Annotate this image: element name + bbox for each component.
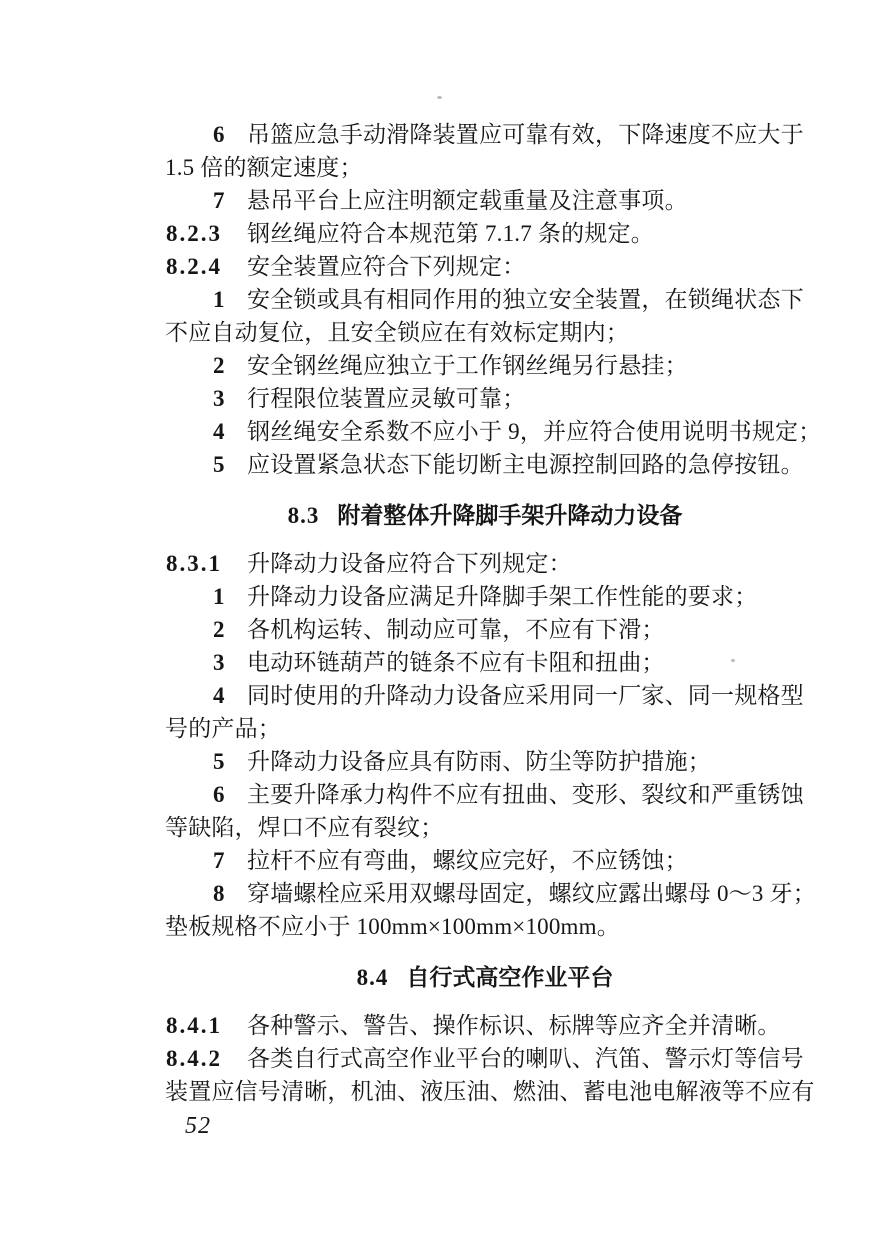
item-number: 6	[213, 782, 225, 807]
page-number: 52	[185, 1113, 211, 1139]
text-line	[165, 811, 805, 844]
text-line	[165, 679, 805, 712]
item-number: 4	[213, 683, 225, 708]
section-heading-title: 自行式高空作业平台	[406, 965, 614, 990]
item-number: 7	[213, 848, 225, 873]
line-text: 主要升降承力构件不应有扭曲、变形、裂纹和严重锈蚀	[247, 782, 804, 807]
section-heading-number: 8.4	[356, 965, 389, 990]
text-line	[165, 415, 822, 448]
text-line	[165, 1075, 815, 1108]
text-line	[165, 712, 805, 745]
text-line	[165, 184, 805, 217]
line-text: 吊篮应急手动滑降装置应可靠有效，下降速度不应大于	[247, 122, 804, 147]
line-text: 同时使用的升降动力设备应采用同一厂家、同一规格型	[247, 683, 804, 708]
line-text: 钢丝绳安全系数不应小于 9，并应符合使用说明书规定；	[247, 419, 822, 444]
text-line	[165, 118, 805, 151]
item-number: 4	[213, 419, 225, 444]
section-heading-number: 8.3	[287, 503, 320, 528]
item-number: 8	[213, 881, 225, 906]
text-line	[165, 217, 805, 250]
text-line	[165, 646, 805, 679]
text-line	[165, 778, 805, 811]
line-text: 各类自行式高空作业平台的喇叭、汽笛、警示灯等信号	[247, 1046, 804, 1071]
line-text: 电动环链葫芦的链条不应有卡阻和扭曲；	[247, 650, 665, 675]
text-line	[165, 250, 805, 283]
item-number: 5	[213, 452, 225, 477]
line-text: 不应自动复位，且安全锁应在有效标定期内；	[165, 320, 629, 345]
text-line	[165, 877, 816, 910]
line-text: 装置应信号清晰，机油、液压油、燃油、蓄电池电解液等不应有	[165, 1079, 815, 1104]
text-line	[165, 910, 805, 943]
line-text: 悬吊平台上应注明额定载重量及注意事项。	[247, 188, 688, 213]
item-number: 1	[213, 584, 225, 609]
text-line	[165, 580, 805, 613]
line-text: 垫板规格不应小于 100mm×100mm×100mm。	[165, 914, 620, 939]
item-number: 2	[213, 353, 225, 378]
scan-speck	[437, 96, 442, 99]
line-text: 升降动力设备应符合下列规定：	[247, 551, 572, 576]
line-text: 安全钢丝绳应独立于工作钢丝绳另行悬挂；	[247, 353, 688, 378]
clause-number: 8.2.4	[166, 254, 222, 279]
item-number: 6	[213, 122, 225, 147]
line-text: 等缺陷，焊口不应有裂纹；	[165, 815, 444, 840]
text-line	[165, 844, 805, 877]
text-line	[165, 1009, 805, 1042]
line-text: 应设置紧急状态下能切断主电源控制回路的急停按钮。	[247, 452, 804, 477]
text-line	[165, 1042, 805, 1075]
text-line	[165, 316, 805, 349]
line-text: 拉杆不应有弯曲，螺纹应完好，不应锈蚀；	[247, 848, 688, 873]
text-column	[165, 118, 822, 1108]
text-line	[165, 151, 805, 184]
clause-number: 8.3.1	[166, 551, 222, 576]
text-line	[165, 547, 805, 580]
text-line	[165, 745, 805, 778]
line-text: 安全锁或具有相同作用的独立安全装置，在锁绳状态下	[247, 287, 804, 312]
clause-number: 8.4.2	[166, 1046, 222, 1071]
item-number: 3	[213, 650, 225, 675]
line-text: 行程限位装置应灵敏可靠；	[247, 386, 526, 411]
line-text: 升降动力设备应具有防雨、防尘等防护措施；	[247, 749, 711, 774]
line-text: 穿墙螺栓应采用双螺母固定，螺纹应露出螺母 0～3 牙；	[247, 881, 816, 906]
text-line	[165, 448, 805, 481]
item-number: 3	[213, 386, 225, 411]
clause-number: 8.4.1	[166, 1013, 222, 1038]
section-heading	[165, 961, 805, 994]
text-line	[165, 349, 805, 382]
clause-number: 8.2.3	[166, 221, 222, 246]
item-number: 5	[213, 749, 225, 774]
section-heading-title: 附着整体升降脚手架升降动力设备	[337, 503, 683, 528]
item-number: 7	[213, 188, 225, 213]
text-line	[165, 283, 805, 316]
item-number: 1	[213, 287, 225, 312]
line-text: 各机构运转、制动应可靠，不应有下滑；	[247, 617, 665, 642]
line-text: 钢丝绳应符合本规范第 7.1.7 条的规定。	[247, 221, 654, 246]
line-text: 各种警示、警告、操作标识、标牌等应齐全并清晰。	[247, 1013, 781, 1038]
line-text: 号的产品；	[165, 716, 281, 741]
section-heading	[165, 499, 805, 532]
item-number: 2	[213, 617, 225, 642]
text-line	[165, 382, 805, 415]
line-text: 1.5 倍的额定速度；	[165, 155, 363, 180]
text-line	[165, 613, 805, 646]
line-text: 安全装置应符合下列规定：	[247, 254, 526, 279]
line-text: 升降动力设备应满足升降脚手架工作性能的要求；	[247, 584, 758, 609]
